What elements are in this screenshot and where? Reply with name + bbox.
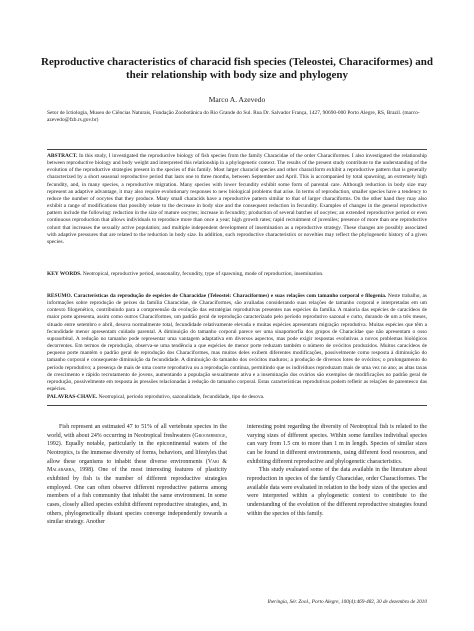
abstract [47,153,427,246]
body-column-right [247,423,427,518]
keywords [47,271,427,278]
journal-footer: Iheringia, Sér. Zool., Porto Alegre, 100(4):469-482, 30 de dezembro de 2010 [267,599,427,605]
keywords-text: Neotropical, reproductive period, seasonality, fecundity, type of spawning, mode of reproduction, insemination. [82,271,324,277]
palavras-chave [47,394,427,401]
author-name: Marco A. Azevedo [208,95,266,104]
bottom-rule [47,405,427,406]
body-column-left [47,423,227,527]
citation: Vari & Malabarba [47,458,227,474]
body-paragraph: Fish represent an estimated 47 to 51% of all vertebrate species in the world, with about 24% occurring in Neotropical freshwaters (Groombridge, 1992). Equally notable, particularly in the epicontinental waters of the Neotropics, is the immense diversity of forms, behaviors, and lifestyles that allow these organisms to inhabit these diverse environments (Vari & Malabarba, 1998). One of the most interesting features of plasticity exhibited by fish is the number of different reproductive strategies employed. One can often observe different reproductive patterns among members of a fish community that inhabit the same environment. In some cases, closely allied species exhibit different reproductive strategies, and, in others, phylogenetically distant species converge independently towards a similar strategy. Another [47,424,227,526]
keywords-label: KEY WORDS. [47,271,82,277]
top-rule [47,149,427,150]
resumo [47,293,427,393]
resumo-label: RESUMO. Características da reprodução de espécies de Characidae (Teleostei: Characiformes) e suas relações com tamanho corporal e filogenia. [47,293,387,299]
body-paragraph: This study evaluated some of the data available in the literature about reproduction in species of the family Characidae, order Characiformes. The available data were evaluated in relation to the body sizes of the species and were interpreted within a phylogenetic context to contribute to the understanding of the evolution of the different reproductive strategies found within the species of this family. [247,467,427,517]
palavras-label: PALAVRAS-CHAVE. [47,394,98,400]
resumo-text: Neste trabalho, as informações sobre reprodução de peixes da família Characidae, de Characiformes, são avaliadas considerando suas relações de tamanho corporal e interpretadas em um contexto filogenético, contribuindo para a compreensão da evolução das estratégias reprodutivas presentes nas espécies da família. A maioria das espécies de caracídeos de maior porte apresenta, assim como outros Characiformes, um padrão geral de reprodução caracterizado pelo período reprodutivo sazonal e curto, durando de um a três meses, situado entre setembro e abril, desova normalmente total, fecundidade relativamente elevada e muitas espécies apresentam migração reprodutiva. Muitas espécies que têm a fecundidade menor apresentam cuidado parental. A diminuição do tamanho corporal parece ser uma sinapomorfia dos grupos de Characidae que não apresentam o osso supraorbital. A redução no tamanho pode representar uma vantagem adaptativa em diversos aspectos, mas pode exigir respostas evolutivas a novos problemas biológicos decorrentes. Em termos de reprodução, observa-se uma tendência a que espécies de menor porte reduzam também o número de ovócitos produzidos. Muitos caracídeos de pequeno porte mantêm o padrão geral de reprodução dos Characiformes, mas muitos deles exibem diferentes modificações, possivelmente como resposta à diminuição do tamanho corporal e consequente diminuição da fecundidade. A diminuição do tamanho dos ovócitos maduros; a produção de diversos lotes de ovócitos; o prolongamento do período reprodutivo; a presença de mais de uma coorte reprodutiva ou a reprodução contínua, permitindo que os indivíduos reproduzam mais de uma vez no ano; as altas taxas de crescimento e rápido recrutamento de jovens, aumentando a população sexualmente ativa e a inseminação dos ovários são exemplos de modificações no padrão geral de reprodução, possivelmente em resposta às pressões relacionadas à redução do tamanho corporal. Estas características reprodutivas podem refletir as relações de parentesco das espécies. [47,293,427,393]
abstract-text: In this study, I investigated the reproductive biology of fish species from the family Characidae of the order Characiformes. I also investigated the relationship between reproductive biology and body weight and interpreted this relationship in a phylogenetic context. The results of the present study contribute to the understanding of the evolution of the reproductive strategies present in the species of this family. Most larger characid species and other characiform exhibit a reproductive pattern that is generally characterized by a short seasonal reproductive period that lasts one to three months, between September and April. This is accompanied by total spawning, an extremely high fecundity, and, in many species, a reproductive migration. Many species with lower fecundity exhibit some form of parental care. Although reduction in body size may represent an adaptive advantage, it may also require evolutionary responses to new biological problems that arise. In terms of reproduction, smaller species have a tendency to reduce the number of oocytes that they produce. Many small characids have a reproductive pattern similar to that of larger characiforms. On the other hand they may also exhibit a range of modifications that possibly relate to the decrease in body size and the consequent reduction in fecundity. Examples of changes in the general reproductive pattern include the following: reduction in the size of mature oocytes; increase in fecundity; production of several batches of oocytes; an extended reproductive period or even continuous reproduction that allows individuals to reproduce more than once a year; high growth rates; rapid recruitment of juveniles; presence of more than one reproductive cohort that increases the sexually active population; and multiple independent development of insemination as a reproductive strategy. These changes are possibly associated with adaptive pressures that are related to the reduction in body size. In addition, such reproductive characteristics or novelties may reflect the phylogenetic history of a given species. [47,153,427,245]
author-affiliation: Setor de Ictiologia, Museu de Ciências Naturais, Fundação Zoobotânica do Rio Grande do Sul. Rua Dr. Salvador França, 1427, 90690-000 Porto Alegre, RS, Brazil. (marco-azevedo@fzb.rs.gov.br) [47,110,420,123]
paper-title: Reproductive characteristics of characid fish species (Teleostei, Characiformes) and their relationship with body size and phylogeny [41,56,433,81]
abstract-label: ABSTRACT. [47,153,78,159]
citation: Groombridge [194,432,226,439]
body-paragraph: interesting point regarding the diversity of Neotropical fish is related to the varying sizes of different species. Within some families individual species can vary from 1.5 cm to more than 1 m in length. Species of similar sizes can be found in different environments, using different food resources, and exhibiting different reproductive and phylogenetic characteristics. [247,424,427,465]
palavras-text: Neotropical, período reprodutivo, sazonalidade, fecundidade, tipo de desova. [98,394,265,400]
